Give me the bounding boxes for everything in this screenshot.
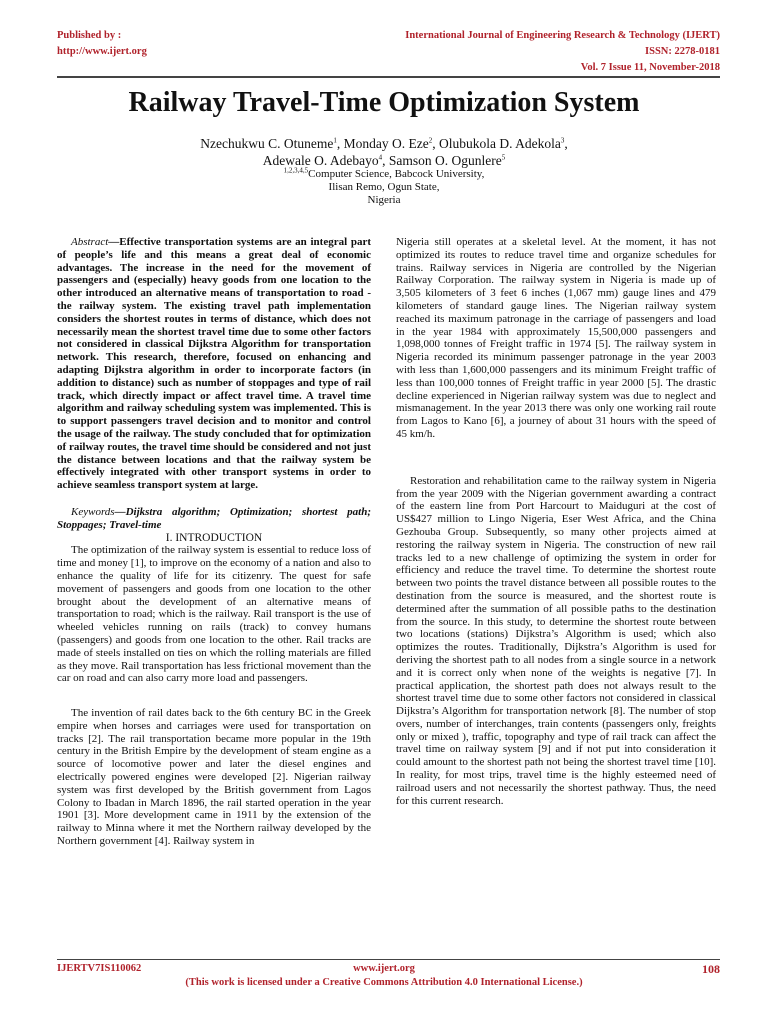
paper-title: Railway Travel-Time Optimization System (128, 87, 640, 118)
volume-issue: Vol. 7 Issue 11, November-2018 (580, 62, 720, 73)
paragraph: Nigeria still operates at a skeletal level. At the moment, it has not optimized its routes to reduce travel time and organize schedules for trains. Railway services in Nigeria are controlled by the Nigerian Railway Corporation. The railway system in Nigeria is made up of 3,505 kilometers of 3 feet 6 inches (1,067 mm) gauge lines and 479 kilometers of standard gauge lines. The Nigerian railway system reached its maximum patronage in the carriage of passengers and load in the year 1984 with approximately 15,500,000 passengers and 1,098,000 tonnes of Freight traffic in 1974 [5]. The railway system in Nigeria recorded its minimum passenger patronage in the year 2003 with less than 1,600,000 passengers and its minimum Freight traffic of less than 100,000 tonnes of Freight traffic in year 2000 [5]. The drastic decline experienced in Nigerian railway system was due to neglect and mismanagement. In the year 2013 there was only one working rail route from Lagos to Kano [6], a journey of about 31 hours with the speed of 45 km/h. (396, 236, 716, 440)
paragraph: Restoration and rehabilitation came to the railway system in Nigeria from the year 2009 with the Nigerian government awarding a contract of the eastern line from Port Harcourt to Maiduguri at the cost of US$427 million to Lingo Nigeria, Eser West Africa, and the China Gezhouba Group. Subsequently, so many other projects aimed at restoring the railway system in Nigeria. The construction of new rail tracks led to a new challenge of optimizing the system in order for efficiency and reduce the travel time. To determine the shortest route between two points the travel distance between all possible routes to the destination from the source is measured, and the shortest route is determined after the summation of all possible paths to the destination from the source. In this study, to determine the shortest route between two locations (stations) Dijkstra’s Algorithm is used; which also optimizes the routes. Traditionally, Dijkstra’s Algorithm is used for deriving the shortest path to all nodes from a single source in a network and it is correct only when none of the weights is negative [7]. In practical application, the shortest path does not always result to the shortest travel time due to some other factors not considered in classical Dijkstra’s Algorithm for transportation network [8]. The number of stop overs, number of interchanges, train contents (passengers only, freights only or mixed ), traffic, topography and type of rail track can affect the travel time on railway system [9] and if not put into consideration it could amount to the shortest path not being the shortest travel time [10]. In reality, for most trips, travel time is the highly esteemed need of railroad users and not necessarily the shortest pathway. Thus, the need for this current research. (396, 474, 716, 807)
affiliation-city: Ilisan Remo, Ogun State, (328, 181, 440, 193)
author-name: Adewale O. Adebayo (262, 153, 379, 168)
page-number: 108 (702, 962, 720, 976)
keywords-label: Keywords (71, 505, 115, 518)
footer-divider (57, 959, 720, 960)
author-name: Samson O. Ogunlere (388, 153, 502, 168)
affiliation-sup: 1,2,3,4,5 (283, 166, 309, 175)
paragraph: The invention of rail dates back to the 6th century BC in the Greek empire when horses and carriages were used for transportation on tracks [2]. The rail transportation became more popular in the 19th century in the British Empire by the development of steam engine as a source of locomotive power and later the diesel engines and electrically powered engines were developed [2]. Nigerian railway system was first developed by the British government from Lagos Colony to Ibadan in March 1896, the rail started operation in the year 1901 [3]. More development came in 1911 by the extension of the railway to Minna where it met the Northern railway developed by the Northern government [4]. Railway system in (57, 707, 371, 848)
paragraph: The optimization of the railway system is essential to reduce loss of time and money [1], to improve on the economy of a nation and also to enhance the quality of life for its citizenry. The quest for safe movement of passengers and goods from one location to the other brought about the development of an alternative means of transportation to road; which is the railway. Rail transport is the use of wheeled vehicles running on rails (track) to convey humans (passengers) and goods from one location to the other. Rail tracks are made of steels installed on ties on which the rolling materials are filled as they move. Rail transportation has less frictional movement than the car on road and can also carry more load and passengers. (57, 544, 371, 685)
left-column (57, 236, 371, 848)
abstract (57, 236, 371, 492)
affiliation (0, 168, 768, 207)
author-name: Nzechukwu C. Otuneme (200, 136, 334, 151)
footer-center (0, 962, 768, 990)
author-sup: 3 (560, 136, 565, 145)
abstract-text: —Effective transportation systems are an integral part of people’s life and this means a great deal of economic advantages. The increase in the need for the movement of passengers and (especially) heavy goods from one location to the other introduced an alternative means of transportation to road - the railway system. The existing travel path implementation considers the shortest routes in terms of distance, which does not necessarily mean the shortest travel time due to some other factors not considered in classical Dijkstra Algorithm for transportation network. This research, therefore, focused on enhancing and adapting Dijkstra algorithm in order to incorporate factors (in addition to distance) such as number of stoppages and type of rail track, which directly impact or affect travel time. A travel time algorithm and railway scheduling system was implemented. This is to support passengers travel decision and to monitor and control the usage of the railway. The study concluded that for optimization of railway routes, the travel time should be considered and not just the distance between locations and that the railway system be effectively integrated with other transport systems in order to achieve seamless transport system at large. (57, 236, 371, 492)
author-name: Monday O. Eze (343, 136, 429, 151)
header-left (57, 28, 147, 60)
published-by: Published by : (57, 30, 122, 41)
journal-url-link[interactable]: http://www.ijert.org (57, 46, 147, 57)
section-heading-introduction: I. INTRODUCTION (165, 531, 263, 544)
author-sup: 5 (501, 153, 506, 162)
footer-url-link[interactable]: www.ijert.org (353, 963, 415, 974)
header-right (405, 28, 720, 76)
author-sup: 2 (428, 136, 433, 145)
author-sup: 4 (378, 153, 383, 162)
author-list: Nzechukwu C. Otuneme$^1$, Monday O. Eze$^2$, Olubukola D. Adekola$^3$, Adewale O. Adebayo$^4$, Samson O. Ogunlere$^5$ (200, 136, 568, 168)
right-column (396, 236, 716, 807)
keywords (57, 506, 371, 532)
keywords-text: —Dijkstra algorithm; Optimization; shortest path; Stoppages; Travel-time (57, 505, 371, 531)
affiliation-country: Nigeria (367, 194, 401, 206)
license-note: (This work is licensed under a Creative Commons Attribution 4.0 International License.) (185, 977, 583, 988)
author-sup: 1 (333, 136, 337, 145)
header-divider (57, 76, 720, 78)
paper-id: IJERTV7IS110062 (57, 963, 142, 974)
issn: ISSN: 2278-0181 (645, 46, 720, 57)
journal-name: International Journal of Engineering Research & Technology (IJERT) (405, 30, 720, 41)
abstract-label: Abstract (71, 236, 109, 248)
affiliation-dept: Computer Science, Babcock University, (308, 168, 485, 180)
author-name: Olubukola D. Adekola (438, 136, 561, 151)
